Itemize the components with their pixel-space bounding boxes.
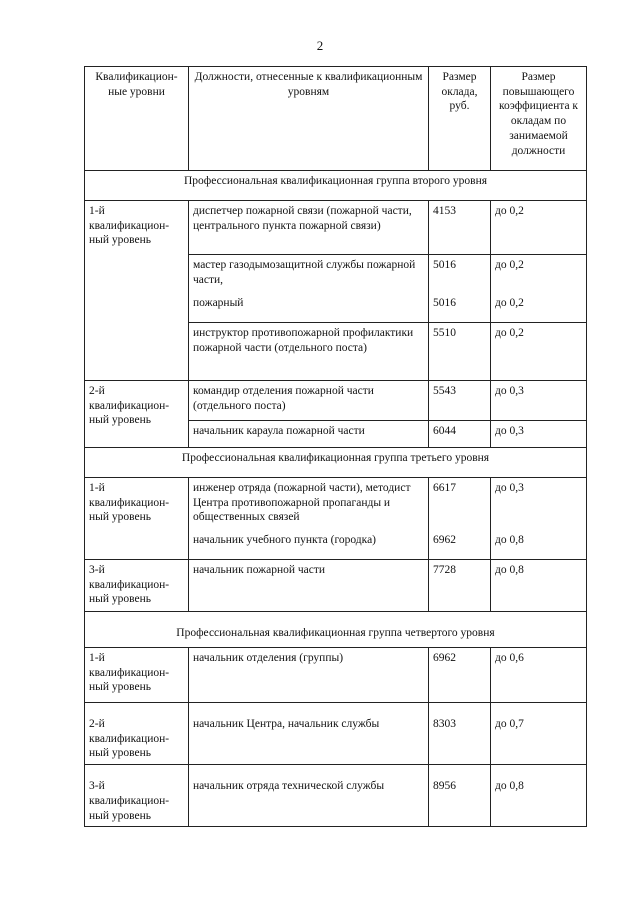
group-heading-row [85, 612, 587, 648]
table-row [85, 648, 587, 703]
position-cell: пожарный [189, 293, 429, 323]
level-cell: 1-й квалификацион-ный уровень [85, 648, 189, 703]
table-row [85, 201, 587, 255]
position-cell: командир отделения пожарной части (отдельного поста) [189, 381, 429, 421]
salary-cell: 6044 [429, 421, 491, 448]
salary-cell: 6962 [429, 648, 491, 703]
coefficient-cell: до 0,6 [491, 648, 587, 703]
group-heading-row [85, 448, 587, 478]
group-title: Профессиональная квалификационная группа третьего уровня [85, 448, 587, 478]
level-cell: 1-й квалификацион-ный уровень [85, 201, 189, 381]
position-cell: инструктор противопожарной профилактики пожарной части (отдельного поста) [189, 323, 429, 381]
coefficient-cell: до 0,2 [491, 293, 587, 323]
salary-cell: 6962 [429, 530, 491, 560]
salary-table [84, 66, 587, 827]
coefficient-cell: до 0,3 [491, 478, 587, 530]
salary-cell: 7728 [429, 560, 491, 612]
table-row [85, 560, 587, 612]
header-coefficient: Размер повышающего коэффициента к окладам по занимаемой должности [491, 67, 587, 171]
coefficient-cell: до 0,8 [491, 530, 587, 560]
level-cell: 2-й квалификацион-ный уровень [85, 381, 189, 448]
header-salary: Размер оклада, руб. [429, 67, 491, 171]
coefficient-cell: до 0,2 [491, 201, 587, 255]
position-cell: начальник учебного пункта (городка) [189, 530, 429, 560]
table-row [85, 381, 587, 421]
table-header-row [85, 67, 587, 171]
group-title: Профессиональная квалификационная группа четвертого уровня [85, 612, 587, 648]
table-row [85, 703, 587, 765]
salary-cell: 5016 [429, 293, 491, 323]
level-cell: 1-й квалификацион-ный уровень [85, 478, 189, 560]
salary-cell: 4153 [429, 201, 491, 255]
group-title: Профессиональная квалификационная группа второго уровня [85, 171, 587, 201]
coefficient-cell: до 0,3 [491, 421, 587, 448]
position-cell: начальник Центра, начальник службы [189, 703, 429, 765]
salary-cell: 5510 [429, 323, 491, 381]
group-heading-row [85, 171, 587, 201]
salary-cell: 6617 [429, 478, 491, 530]
header-levels: Квалификацион-ные уровни [85, 67, 189, 171]
page-number: 2 [316, 38, 324, 53]
position-cell: мастер газодымозащитной службы пожарной части, [189, 255, 429, 293]
table-row [85, 765, 587, 827]
salary-cell: 8303 [429, 703, 491, 765]
salary-cell: 5543 [429, 381, 491, 421]
salary-cell: 8956 [429, 765, 491, 827]
position-cell: диспетчер пожарной связи (пожарной части, центрального пункта пожарной связи) [189, 201, 429, 255]
coefficient-cell: до 0,2 [491, 255, 587, 293]
coefficient-cell: до 0,3 [491, 381, 587, 421]
coefficient-cell: до 0,7 [491, 703, 587, 765]
position-cell: начальник отделения (группы) [189, 648, 429, 703]
level-cell: 2-й квалификацион-ный уровень [85, 703, 189, 765]
position-cell: начальник караула пожарной части [189, 421, 429, 448]
position-cell: начальник пожарной части [189, 560, 429, 612]
position-cell: начальник отряда технической службы [189, 765, 429, 827]
position-cell: инженер отряда (пожарной части), методист Центра противопожарной пропаганды и общественных связей [189, 478, 429, 530]
table-row [85, 478, 587, 530]
header-positions: Должности, отнесенные к квалификационным уровням [189, 67, 429, 171]
salary-cell: 5016 [429, 255, 491, 293]
level-cell: 3-й квалификацион-ный уровень [85, 560, 189, 612]
level-cell: 3-й квалификацион-ный уровень [85, 765, 189, 827]
coefficient-cell: до 0,8 [491, 765, 587, 827]
coefficient-cell: до 0,2 [491, 323, 587, 381]
coefficient-cell: до 0,8 [491, 560, 587, 612]
